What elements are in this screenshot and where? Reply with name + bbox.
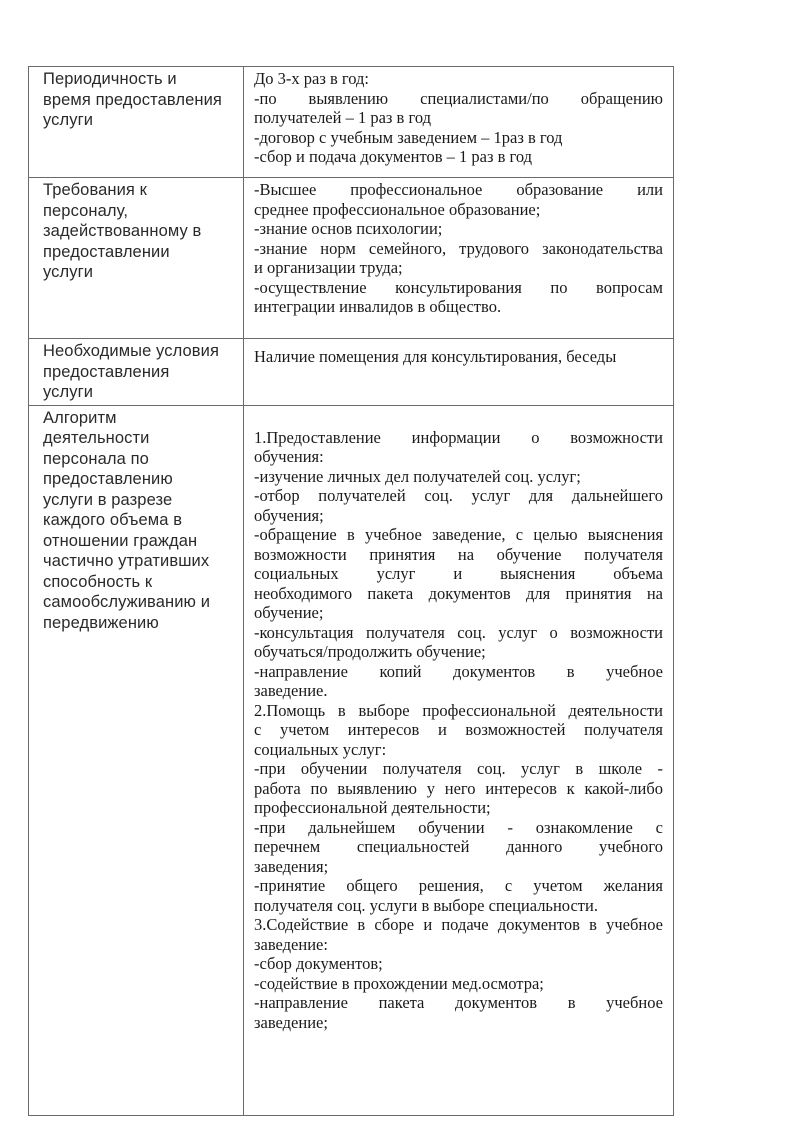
content-line: -консультация получателя соц. услуг о возможности	[254, 622, 663, 642]
content-line: необходимого пакета документов для принятия на	[254, 583, 663, 603]
label-line: каждого объема в	[43, 511, 183, 529]
content-line: получателей – 1 раз в год	[254, 108, 431, 127]
row-label-cell	[29, 178, 244, 339]
row-label-cell	[29, 339, 244, 406]
label-line: Периодичность и	[43, 70, 177, 88]
content-line: заведение:	[254, 934, 328, 954]
content-line: -при обучении получателя соц. услуг в школе -	[254, 759, 663, 778]
content-line: Наличие помещения для консультирования, беседы	[254, 347, 617, 366]
row-content-cell	[244, 405, 674, 1115]
cell-spacer	[254, 408, 663, 428]
content-line: -направление копий документов в учебное	[254, 661, 663, 681]
content-line: До 3-х раз в год:	[254, 69, 369, 88]
label-line: Требования к	[43, 181, 147, 199]
row-periodicity	[29, 67, 674, 178]
label-line: самообслуживанию и	[43, 593, 211, 611]
content-line: -принятие общего решения, с учетом желания	[254, 876, 663, 895]
row-content-cell	[244, 178, 674, 339]
label-line: предоставления	[43, 362, 170, 381]
content-line: получателя соц. услуги в выборе специальности.	[254, 895, 598, 915]
content-line: интеграции инвалидов в общество.	[254, 297, 502, 316]
label-line: время предоставления	[43, 90, 222, 109]
content-line: -отбор получателей соц. услуг для дальнейшего	[254, 486, 663, 505]
content-line: -знание основ психологии;	[254, 219, 443, 238]
label-line: частично утративших	[43, 552, 210, 570]
content-line: -содействие в прохождении мед.осмотра;	[254, 973, 544, 993]
content-line: социальных услуг и выяснения объема	[254, 564, 663, 583]
content-line: заведение.	[254, 681, 328, 700]
content-line: заведения;	[254, 856, 329, 876]
content-line: -договор с учебным заведением – 1раз в год	[254, 127, 563, 147]
label-line: передвижению	[43, 613, 159, 632]
content-line: -сбор и подача документов – 1 раз в год	[254, 147, 533, 166]
label-line: персонала по	[43, 449, 149, 468]
label-line: предоставлению	[43, 470, 173, 488]
row-content-cell	[244, 67, 674, 178]
content-line: -изучение личных дел получателей соц. услуг;	[254, 466, 581, 486]
content-line: среднее профессиональное образование;	[254, 199, 541, 219]
content-line: и организации труда;	[254, 258, 403, 277]
label-line: предоставлении	[43, 242, 170, 261]
content-line: 2.Помощь в выборе профессиональной деятельности	[254, 700, 663, 720]
content-line: -направление пакета документов в учебное	[254, 993, 663, 1012]
content-line: работа по выявлению у него интересов к какой-либо	[254, 778, 663, 798]
content-line: перечнем специальностей данного учебного	[254, 837, 663, 856]
row-label-cell	[29, 405, 244, 1115]
content-line: с учетом интересов и возможностей получателя	[254, 720, 663, 739]
label-line: персоналу,	[43, 201, 128, 220]
content-line: -по выявлению специалистами/по обращению	[254, 88, 663, 108]
content-line: 3.Содействие в сборе и подаче документов в учебное	[254, 915, 663, 934]
content-line: обучение;	[254, 603, 324, 622]
label-line: Алгоритм	[43, 408, 117, 427]
row-staff-requirements	[29, 178, 674, 339]
row-label-cell	[29, 67, 244, 178]
label-line: деятельности	[43, 429, 150, 447]
content-line: -при дальнейшем обучении - ознакомление с	[254, 817, 663, 837]
label-line: задействованному в	[43, 222, 202, 240]
content-line: обучения:	[254, 447, 324, 466]
content-line: -Высшее профессиональное образование или	[254, 180, 663, 199]
content-line: социальных услуг:	[254, 739, 387, 759]
label-line: отношении граждан	[43, 531, 198, 550]
label-line: услуги	[43, 263, 94, 281]
row-algorithm	[29, 405, 674, 1115]
content-line: -обращение в учебное заведение, с целью выяснения	[254, 525, 663, 544]
label-line: Необходимые условия	[43, 342, 219, 360]
content-line: обучения;	[254, 505, 324, 525]
content-line: заведение;	[254, 1012, 328, 1032]
row-content-cell	[244, 339, 674, 406]
label-line: услуги	[43, 383, 94, 401]
content-line: -сбор документов;	[254, 954, 383, 973]
label-line: способность к	[43, 572, 153, 591]
content-line: возможности принятия на обучение получателя	[254, 544, 663, 564]
row-conditions	[29, 339, 674, 406]
content-line: -знание норм семейного, трудового законодательства	[254, 238, 663, 258]
label-line: услуги	[43, 111, 94, 129]
service-table	[28, 66, 674, 1116]
content-line: -осуществление консультирования по вопросам	[254, 277, 663, 297]
content-line: обучаться/продолжить обучение;	[254, 642, 486, 661]
content-line: 1.Предоставление информации о возможности	[254, 427, 663, 447]
label-line: услуги в разрезе	[43, 490, 173, 509]
content-line: профессиональной деятельности;	[254, 798, 491, 817]
